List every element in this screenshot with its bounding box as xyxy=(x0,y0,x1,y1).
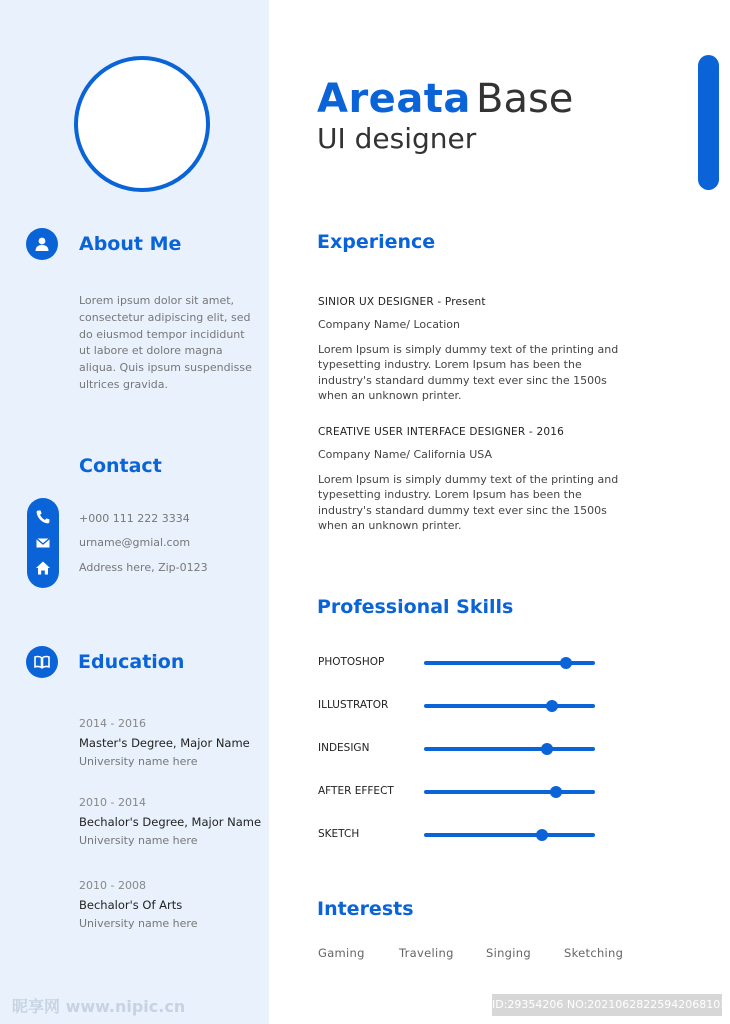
about-heading: About Me xyxy=(79,233,182,255)
edu-degree: Bechalor's Degree, Major Name xyxy=(79,815,262,829)
skill-bar xyxy=(424,704,595,708)
skills-heading: Professional Skills xyxy=(317,596,514,618)
skill-label: AFTER EFFECT xyxy=(318,785,394,797)
skill-knob xyxy=(536,829,548,841)
first-name: Areata xyxy=(317,76,471,122)
contact-email: urname@gmial.com xyxy=(79,536,191,549)
interests-heading: Interests xyxy=(317,898,414,920)
skill-knob xyxy=(560,657,572,669)
skill-label: ILLUSTRATOR xyxy=(318,699,389,711)
about-text: Lorem ipsum dolor sit amet, consectetur adipiscing elit, sed do eiusmod tempor incididunt ut labore et dolore magna aliqua. Quis ipsum suspendisse ultrices gravida. xyxy=(79,294,252,391)
skill-label: SKETCH xyxy=(318,828,360,840)
contact-icons xyxy=(27,498,59,588)
last-name: Base xyxy=(476,76,574,122)
edu-degree: Master's Degree, Major Name xyxy=(79,736,250,750)
skill-knob xyxy=(550,786,562,798)
book-icon xyxy=(26,646,58,678)
watermark-right: ID:29354206 NO:20210628225942068101 xyxy=(492,994,722,1016)
skill-bar xyxy=(424,833,595,837)
experience-heading: Experience xyxy=(317,231,436,253)
mail-icon xyxy=(35,535,51,551)
skill-knob xyxy=(546,700,558,712)
job-title: SINIOR UX DESIGNER - Present xyxy=(318,296,486,308)
interest-item: Singing xyxy=(486,946,531,960)
edu-university: University name here xyxy=(79,917,198,930)
job-role: UI designer xyxy=(317,122,477,155)
page-title xyxy=(317,76,573,122)
edu-years: 2014 - 2016 xyxy=(79,717,146,730)
edu-university: University name here xyxy=(79,755,198,768)
skill-bar xyxy=(424,790,595,794)
job-title: CREATIVE USER INTERFACE DESIGNER - 2016 xyxy=(318,426,564,438)
contact-phone: +000 111 222 3334 xyxy=(79,512,190,525)
skill-bar xyxy=(424,661,595,665)
skill-bar xyxy=(424,747,595,751)
phone-icon xyxy=(35,509,51,525)
watermark-left: 昵享网 www.nipic.cn xyxy=(12,997,186,1016)
user-icon xyxy=(26,228,58,260)
contact-address: Address here, Zip-0123 xyxy=(79,561,208,574)
job-company: Company Name/ California USA xyxy=(318,448,492,461)
job-company: Company Name/ Location xyxy=(318,318,461,331)
education-heading: Education xyxy=(78,651,185,673)
interest-item: Traveling xyxy=(399,946,454,960)
edu-degree: Bechalor's Of Arts xyxy=(79,898,183,912)
job-description: Lorem Ipsum is simply dummy text of the printing and typesetting industry. Lorem Ipsum has been the industry's standard dummy text ever sinc the 1500s when an unknown printer. xyxy=(318,343,619,403)
interest-item: Gaming xyxy=(318,946,365,960)
edu-years: 2010 - 2008 xyxy=(79,879,146,892)
avatar xyxy=(74,56,210,192)
accent-bar xyxy=(698,55,719,190)
edu-university: University name here xyxy=(79,834,198,847)
home-icon xyxy=(35,560,51,576)
skill-label: INDESIGN xyxy=(318,742,370,754)
edu-years: 2010 - 2014 xyxy=(79,796,146,809)
skill-knob xyxy=(541,743,553,755)
skill-label: PHOTOSHOP xyxy=(318,656,385,668)
contact-heading: Contact xyxy=(79,455,162,477)
job-description: Lorem Ipsum is simply dummy text of the printing and typesetting industry. Lorem Ipsum has been the industry's standard dummy text ever sinc the 1500s when an unknown printer. xyxy=(318,473,619,533)
interest-item: Sketching xyxy=(564,946,624,960)
